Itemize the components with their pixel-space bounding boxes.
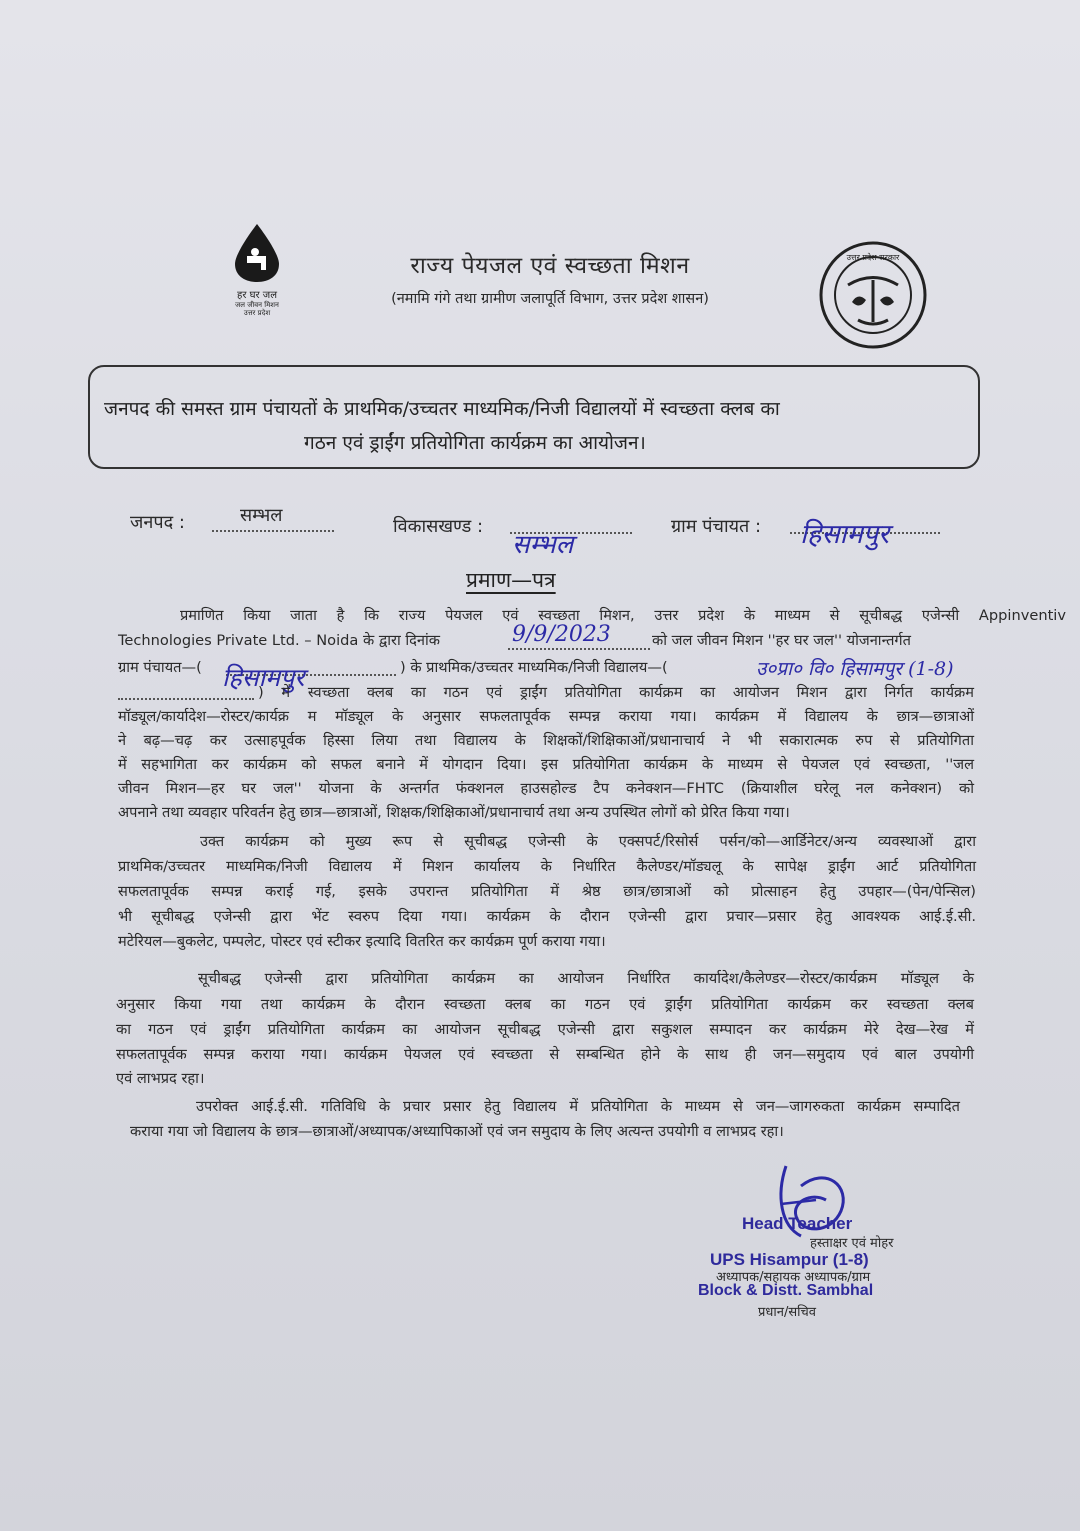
stamp-line-3: Block & Distt. Sambhal xyxy=(698,1282,874,1299)
header xyxy=(330,248,770,308)
date-dotted-line xyxy=(508,648,650,650)
subject-line-2: गठन एवं ड्राईंग प्रतियोगिता कार्यक्रम का आयोजन। xyxy=(304,432,646,454)
para3-line4: सफलतापूर्वक सम्पन्न कराया गया। कार्यक्रम पेयजल एवं स्वच्छता से सम्बन्धित होने के साथ ही जन—समुदाय एवं बाल उपयोगी xyxy=(116,1046,974,1063)
janpad-value: सम्भल xyxy=(240,505,283,526)
para1-line6: ने बढ़—चढ़ कर उत्साहपूर्वक हिस्सा लिया तथा विद्यालय के शिक्षकों/शिक्षिकाओं/प्रधानाचार्य ने भी सकारात्मक रुप से प्रतियोगिता xyxy=(118,732,974,749)
emblem-text: उत्तर प्रदेश सरकार xyxy=(846,253,900,262)
para3-line2: अनुसार किया गया तथा कार्यक्रम के दौरान स्वच्छता क्लब का गठन एवं ड्राईंग प्रतियोगिता कार्यक्रम कर स्वच्छता क्लब xyxy=(116,996,974,1013)
para2-line2: प्राथमिक/उच्चतर माध्यमिक/निजी विद्यालय में मिशन कार्यालय के निर्धारित कैलेण्डर/मॉड्यलू के सापेक्ष ड्राईंग आर्ट प्रतियोगिता xyxy=(118,858,976,875)
stamp-line-2: UPS Hisampur (1-8) xyxy=(710,1250,869,1269)
janpad-dotted-line xyxy=(212,530,334,532)
para4-line1: उपरोक्त आई.ई.सी. गतिविधि के प्रचार प्रसार हेतु विद्यालय में प्रतियोगिता के माध्यम से जन—जागरुकता कार्यक्रम सम्पादित xyxy=(196,1098,960,1115)
para1-line2-end: को जल जीवन मिशन ''हर घर जल'' योजनान्तर्गत xyxy=(652,632,911,649)
printed-sign-label: हस्ताक्षर एवं मोहर xyxy=(810,1236,894,1251)
para3-line5: एवं लाभप्रद रहा। xyxy=(116,1070,205,1087)
subject-line-1: जनपद की समस्त ग्राम पंचायतों के प्राथमिक/उच्चतर माध्यमिक/निजी विद्यालयों में स्वच्छता क्लब का xyxy=(104,398,780,420)
para2-line1: उक्त कार्यक्रम को मुख्य रूप से सूचीबद्ध एजेन्सी के एक्सपर्ट/रिसोर्स पर्सन/को—आर्डिनेटर/अन्य व्यवस्थाओं द्वारा xyxy=(200,833,976,850)
date-handwritten: 9/9/2023 xyxy=(512,622,611,647)
logo-tagline: हर घर जल xyxy=(237,290,277,301)
certificate-title: प्रमाण—पत्र xyxy=(466,568,556,592)
para1-line9: अपनाने तथा व्यवहार परिवर्तन हेतु छात्र—छात्राओं, शिक्षक/शिक्षिकाओं/प्रधानाचार्य तथा अन्य उपस्थित लोगों को प्रेरित किया गया। xyxy=(118,804,790,821)
para1-line4: ) में स्वच्छता क्लब का गठन एवं ड्राईंग प्रतियोगिता कार्यक्रम का आयोजन मिशन द्वारा निर्गत कार्यक्रम xyxy=(258,684,974,701)
water-drop-icon xyxy=(227,222,287,284)
school-handwritten: उ०प्रा० वि० हिसामपुर (1-8) xyxy=(756,658,954,680)
janpad-label: जनपद : xyxy=(130,512,185,533)
signature-block xyxy=(690,1150,960,1330)
para1-line8: जीवन मिशन—हर घर जल'' योजना के अन्तर्गत फंक्शनल हाउसहोल्ड टैप कनेक्शन—FHTC (क्रियाशील घरेलू नल कनेक्शन) को xyxy=(118,780,974,797)
para2-line3: सफलतापूर्वक सम्पन्न कराई गई, इसके उपरान्त प्रतियोगिता में श्रेष्ठ छात्र/छात्राओं को प्रोत्साहन हेतु उपहार—(पेन/पेन्सिल) xyxy=(118,883,976,900)
gram-panchayat-handwritten-value: हिसामपुर xyxy=(800,519,890,550)
para3-line3: का गठन एवं ड्राईंग प्रतियोगिता कार्यक्रम का आयोजन सूचीबद्ध एजेन्सी द्वारा सकुशल सम्पादन कर कार्यक्रम मेरे देख—रेख में xyxy=(116,1021,974,1038)
para3-line1: सूचीबद्ध एजेन्सी द्वारा प्रतियोगिता कार्यक्रम का आयोजन निर्धारित कार्यादेश/कैलेण्डर—रोस्टर/कार्यक्रम मॉड्यूल के xyxy=(198,970,974,987)
up-government-emblem xyxy=(818,240,928,350)
vikaskhand-label: विकासखण्ड : xyxy=(393,516,484,537)
para1-line5: मॉड्यूल/कार्यादेश—रोस्टर/कार्यक्र म मॉड्यूल के अनुसार सफलतापूर्वक सम्पन्न कराया गया। कार्यक्रम में विद्यालय के छात्र—छात्राओं xyxy=(118,708,974,725)
printed-designation: अध्यापक/सहायक अध्यापक/ग्राम xyxy=(716,1270,871,1285)
logo-subtext: जल जीवन मिशन xyxy=(235,301,279,309)
gram-panchayat-label: ग्राम पंचायत : xyxy=(671,516,762,537)
printed-designation-2: प्रधान/सचिव xyxy=(758,1305,816,1320)
para2-line4: भी सूचीबद्ध एजेन्सी द्वारा भेंट स्वरुप दिया गया। कार्यक्रम के दौरान एजेन्सी द्वारा प्रचार—प्रसार हेतु आवश्यक आई.ई.सी. xyxy=(118,908,976,925)
para4-line2: कराया गया जो विद्यालय के छात्र—छात्राओं/अध्यापक/अध्यापिकाओं एवं जन समुदाय के लिए अत्यन्त उपयोगी व लाभप्रद रहा। xyxy=(130,1123,784,1140)
para1-line1: प्रमाणित किया जाता है कि राज्य पेयजल एवं स्वच्छता मिशन, उत्तर प्रदेश के माध्यम से सूचीबद्ध एजेन्सी Appinventiv xyxy=(180,607,1066,624)
har-ghar-jal-logo xyxy=(212,222,302,322)
panchayat-handwritten: हिसामपुर xyxy=(222,663,305,692)
vikaskhand-handwritten-value: सम्भल xyxy=(512,530,574,560)
para1-line7: में सहभागिता कर कार्यक्रम को सफल बनाने में योगदान दिया। इस प्रतियोगिता कार्यक्रम के माध्यम से पेयजल एवं स्वच्छता, ''जल xyxy=(118,756,974,773)
logo-subtext-2: उत्तर प्रदेश xyxy=(243,309,271,317)
para1-line3-start: ग्राम पंचायत—( xyxy=(118,659,202,676)
school-dotted-line xyxy=(118,698,254,700)
subject-box xyxy=(88,365,980,469)
para1-line2-start: Technologies Private Ltd. – Noida के द्वारा दिनांक xyxy=(118,632,441,649)
para2-line5: मटेरियल—बुकलेट, पम्पलेट, पोस्टर एवं स्टीकर इत्यादि वितरित कर कार्यक्रम पूर्ण कराया गया। xyxy=(118,933,606,950)
header-title: राज्य पेयजल एवं स्वच्छता मिशन xyxy=(410,253,690,279)
stamp-line-1: Head Teacher xyxy=(742,1214,853,1233)
para1-line3-middle: ) के प्राथमिक/उच्चतर माध्यमिक/निजी विद्यालय—( xyxy=(400,659,668,676)
header-subtitle: (नमामि गंगे तथा ग्रामीण जलापूर्ति विभाग, उत्तर प्रदेश शासन) xyxy=(391,291,709,307)
